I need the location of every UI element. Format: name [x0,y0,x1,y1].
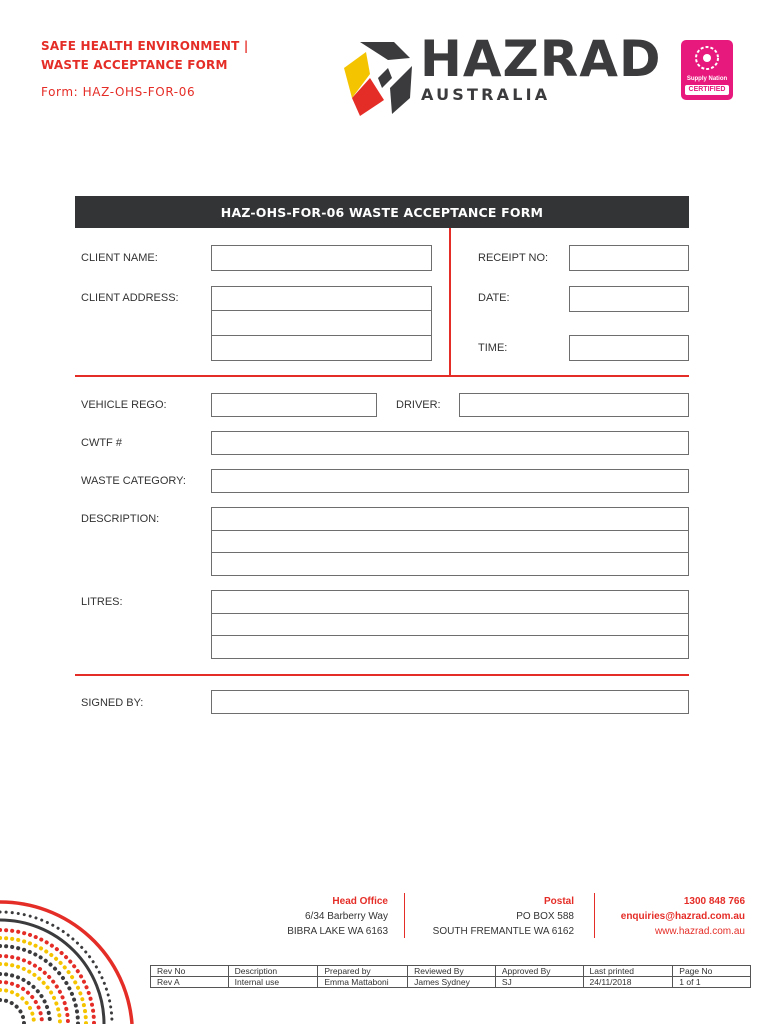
description-field-3[interactable] [211,552,689,576]
supply-nation-badge [681,40,733,100]
rev-header-prepared-by: Prepared by [318,966,408,977]
badge-bottom-text: CERTIFIED [688,86,726,93]
section-divider-1 [75,375,689,377]
rev-header-approved-by: Approved By [495,966,583,977]
signed-by-field[interactable] [211,690,689,714]
client-name-field[interactable] [211,245,432,271]
client-name-label: CLIENT NAME: [81,252,158,264]
decorative-dotted-arcs-icon [0,890,150,1024]
phone-number: 1300 848 766 [683,896,745,907]
footer-divider-2 [594,893,595,938]
cwtf-field[interactable] [211,431,689,455]
client-address-field-2[interactable] [211,310,432,336]
vehicle-rego-field[interactable] [211,393,377,417]
head-office-title: Head Office [332,896,388,907]
driver-label: DRIVER: [396,399,441,411]
signed-by-label: SIGNED BY: [81,697,144,709]
description-field-1[interactable] [211,507,689,531]
receipt-no-label: RECEIPT NO: [478,252,549,264]
revision-table-row [151,977,751,988]
postal-line-2: SOUTH FREMANTLE WA 6162 [432,926,574,937]
form-title: HAZ-OHS-FOR-06 WASTE ACCEPTANCE FORM [75,196,689,228]
section-divider-2 [75,674,689,676]
waste-category-label: WASTE CATEGORY: [81,475,186,487]
description-label: DESCRIPTION: [81,513,160,525]
time-field[interactable] [569,335,689,361]
email-link[interactable]: enquiries@hazrad.com.au [620,911,745,922]
header-line-2: WASTE ACCEPTANCE FORM [41,58,228,72]
rev-header-reviewed-by: Reviewed By [408,966,496,977]
date-label: DATE: [478,292,510,304]
waste-category-field[interactable] [211,469,689,493]
rev-header-description: Description [228,966,318,977]
rev-header-page-no: Page No [673,966,751,977]
rev-cell-page-no: 1 of 1 [673,977,751,988]
revision-table [150,965,751,988]
head-office-line-1: 6/34 Barberry Way [305,911,388,922]
litres-field-1[interactable] [211,590,689,614]
revision-table-header-row [151,966,751,977]
client-address-field-3[interactable] [211,335,432,361]
website-link[interactable]: www.hazrad.com.au [654,926,745,937]
rev-cell-prepared-by: Emma Mattaboni [318,977,408,988]
postal-title: Postal [543,896,574,907]
date-field[interactable] [569,286,689,312]
litres-field-3[interactable] [211,635,689,659]
header-line-1: SAFE HEALTH ENVIRONMENT | [41,39,249,53]
rev-cell-description: Internal use [228,977,318,988]
rev-cell-reviewed-by: James Sydney [408,977,496,988]
rev-header-last-printed: Last printed [583,966,673,977]
vehicle-rego-label: VEHICLE REGO: [81,399,167,411]
litres-field-2[interactable] [211,613,689,636]
cwtf-label: CWTF # [81,437,122,449]
time-label: TIME: [478,342,508,354]
badge-top-text: Supply Nation [686,76,728,82]
brand-name: HAZRAD [420,30,662,88]
litres-label: LITRES: [81,596,123,608]
section-divider-vertical [449,228,451,376]
hazrad-logo-icon [340,38,418,118]
postal-line-1: PO BOX 588 [516,911,574,922]
client-address-label: CLIENT ADDRESS: [81,292,179,304]
rev-header-rev-no: Rev No [151,966,229,977]
rev-cell-last-printed: 24/11/2018 [583,977,673,988]
driver-field[interactable] [459,393,689,417]
description-field-2[interactable] [211,530,689,553]
head-office-line-2: BIBRA LAKE WA 6163 [287,926,388,937]
form-code: Form: HAZ-OHS-FOR-06 [41,85,196,99]
receipt-no-field[interactable] [569,245,689,271]
brand-subtitle: AUSTRALIA [421,85,551,104]
rev-cell-rev-no: Rev A [151,977,229,988]
rev-cell-approved-by: SJ [495,977,583,988]
supply-nation-logo-icon [694,45,720,71]
client-address-field-1[interactable] [211,286,432,311]
